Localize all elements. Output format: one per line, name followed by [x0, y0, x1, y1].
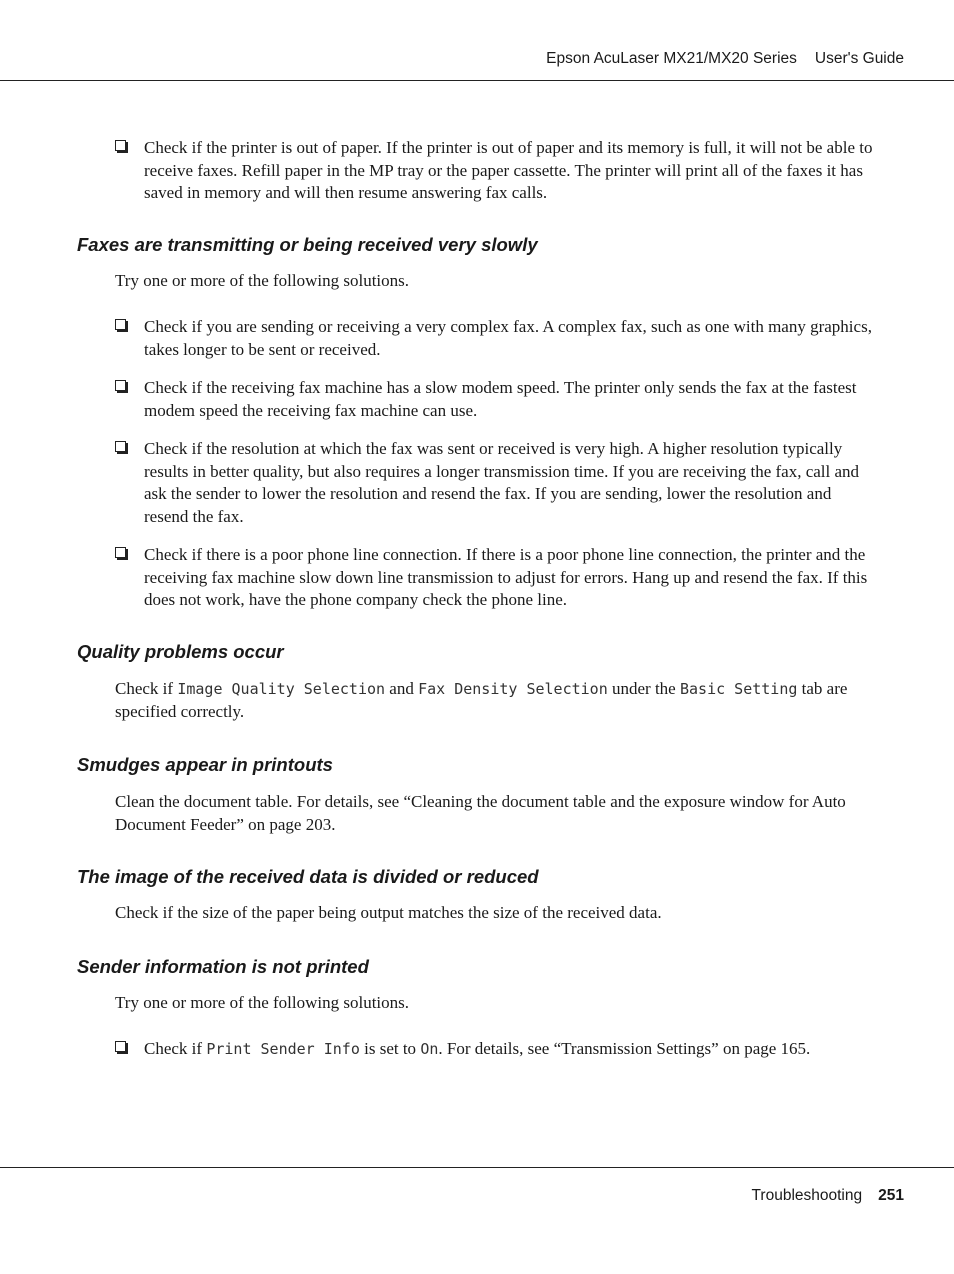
bullet-text — [144, 1038, 878, 1061]
page-footer — [752, 1187, 904, 1205]
menu-item-ref: Print Sender Info — [206, 1040, 360, 1058]
section-heading-slow: Faxes are transmitting or being received very slowly — [77, 234, 538, 255]
bullet-text: Check if you are sending or receiving a very complex fax. A complex fax, such as one with many graphics, takes longer to be sent or received. — [144, 317, 872, 359]
footer-section: Troubleshooting — [751, 1187, 863, 1204]
checkbox-bullet-icon — [115, 319, 126, 330]
checkbox-bullet-icon — [115, 1041, 126, 1052]
text-run: is set to — [359, 1039, 421, 1058]
bullet-text: Check if the printer is out of paper. If the printer is out of paper and its memory is full, it will not be able to receive faxes. Refill paper in the MP tray or the paper cassette. The printer will print all of the faxes it has saved in memory and will then resume answering fax calls. — [144, 138, 873, 202]
list-item — [115, 377, 878, 422]
section-heading-quality: Quality problems occur — [77, 641, 284, 662]
menu-item-ref: Basic Setting — [679, 680, 798, 698]
checkbox-bullet-icon — [115, 380, 126, 391]
bullet-text: Check if the receiving fax machine has a slow modem speed. The printer only sends the fax at the fastest modem speed the receiving fax machine can use. — [144, 378, 857, 420]
list-item — [115, 544, 878, 612]
list-item — [115, 438, 878, 528]
checkbox-bullet-icon — [115, 140, 126, 151]
text-run: tab are specified correctly. — [115, 679, 848, 721]
menu-item-ref: On — [420, 1040, 439, 1058]
text-run: . For details, see “Transmission Settings” on page 165. — [438, 1039, 811, 1058]
page-number: 251 — [878, 1187, 904, 1204]
checkbox-bullet-icon — [115, 441, 126, 452]
text-run: Check if — [144, 1039, 207, 1058]
text-run: Check if — [115, 679, 178, 698]
section-intro: Try one or more of the following solutions. — [115, 271, 410, 290]
bullet-text: Check if there is a poor phone line connection. If there is a poor phone line connection, the printer and the receiving fax machine slow down line transmission to adjust for errors. Hang up and resend the fax. If this does not work, have the phone company check the phone line. — [144, 545, 868, 609]
page-header — [546, 50, 904, 68]
menu-item-ref: Image Quality Selection — [177, 680, 386, 698]
section-heading-divided: The image of the received data is divided or reduced — [77, 866, 539, 887]
list-item — [115, 1038, 878, 1061]
header-product: Epson AcuLaser MX21/MX20 Series — [546, 50, 797, 67]
list-item — [115, 137, 878, 205]
section-intro: Try one or more of the following solutions. — [115, 993, 410, 1012]
bullet-text: Check if the resolution at which the fax was sent or received is very high. A higher resolution typically results in better quality, but also requires a longer transmission time. If you are receiving the fax, call and ask the sender to lower the resolution and resend the fax. If you are sending, lower the resolution and resend the fax. — [144, 439, 860, 526]
header-guide: User's Guide — [814, 50, 904, 67]
section-heading-smudges: Smudges appear in printouts — [77, 754, 333, 775]
list-item — [115, 316, 878, 361]
header-rule — [0, 80, 954, 81]
checkbox-bullet-icon — [115, 547, 126, 558]
smudges-text: Clean the document table. For details, see “Cleaning the document table and the exposure window for Auto Document Feeder” on page 203. — [115, 792, 846, 834]
text-run: under the — [607, 679, 680, 698]
text-run: and — [385, 679, 419, 698]
section-heading-sender: Sender information is not printed — [77, 956, 369, 977]
menu-item-ref: Fax Density Selection — [418, 680, 608, 698]
divided-text: Check if the size of the paper being output matches the size of the received data. — [115, 903, 662, 922]
quality-text — [115, 678, 878, 723]
footer-rule — [0, 1167, 954, 1168]
